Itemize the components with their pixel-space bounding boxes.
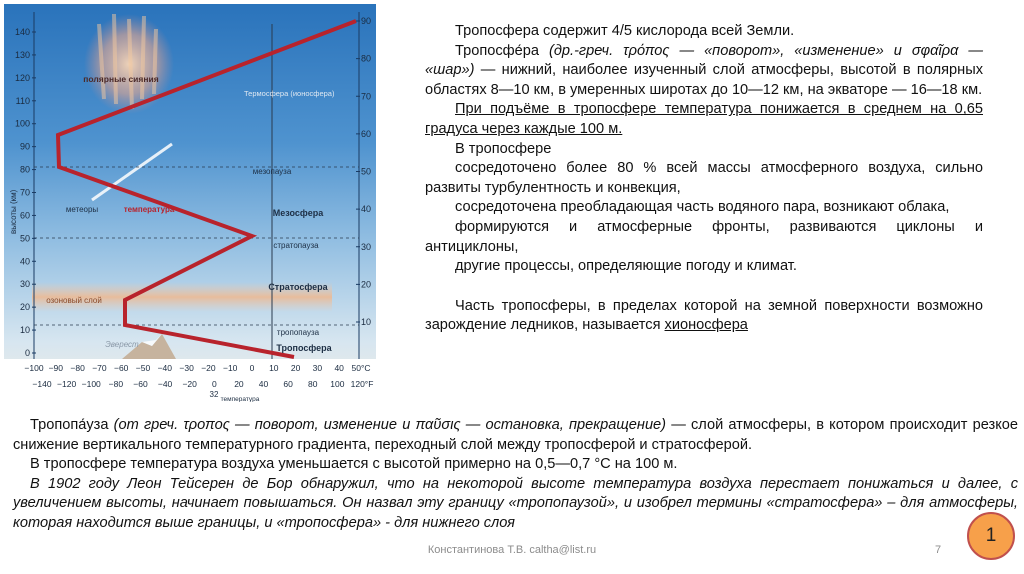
chionosphere-sentence bbox=[425, 297, 983, 336]
troposphere-etymology: (др.-греч. τρόπος — «поворот», «изменение» и σφαῖρα — «шар») bbox=[425, 42, 983, 79]
aurora-label: полярные сияния bbox=[83, 74, 159, 84]
bottom-axis-f-tick-label: 60 bbox=[283, 379, 293, 389]
left-axis-tick-label: 0 bbox=[24, 348, 30, 358]
ozone-label: озоновый слой bbox=[46, 296, 102, 305]
bottom-axis-c-tick-label: −60 bbox=[113, 363, 129, 373]
water-vapor-sentence: сосредоточена преобладающая часть водяного пара, возникают облака, bbox=[455, 199, 950, 216]
bottom-axis-f-tick-label: 80 bbox=[308, 379, 318, 389]
bottom-axis-c-tick-label: 50°C bbox=[351, 363, 371, 373]
tropopause-description: — слой атмосферы, в котором происходит резкое снижение вертикального температурного градиента, переходный слой между тропосферой и стратосферой. bbox=[13, 417, 1019, 453]
left-axis-tick-label: 80 bbox=[19, 164, 30, 175]
right-axis-tick-label: 90 bbox=[360, 16, 372, 26]
left-axis-tick-label: 100 bbox=[14, 118, 30, 129]
stratosphere-label: Стратосфера bbox=[268, 282, 328, 292]
chionosphere-link[interactable]: хионосфера bbox=[664, 317, 748, 334]
bottom-axis-c-tick-label: −90 bbox=[48, 363, 64, 373]
bottom-axis-f-tick-label: 120°F bbox=[350, 379, 374, 389]
atmosphere-diagram-svg bbox=[4, 4, 376, 402]
page-number: 7 bbox=[935, 544, 942, 556]
stratopause-label: стратопауза bbox=[273, 241, 319, 250]
bottom-axis-title: температура bbox=[220, 396, 260, 402]
atmosphere-diagram bbox=[4, 4, 376, 402]
bottom-axis-f-tick-label: −100 bbox=[81, 379, 101, 389]
fronts-sentence: формируются и атмосферные фронты, развиваются циклоны и антициклоны, bbox=[425, 218, 983, 255]
left-axis-tick-label: 130 bbox=[14, 49, 30, 60]
everest-label: Эверест bbox=[105, 340, 139, 349]
left-axis-tick-label: 120 bbox=[14, 72, 30, 83]
chionosphere-text: Часть тропосферы, в пределах которой на земной поверхности возможно зарождение ледников, называется bbox=[425, 297, 983, 334]
mesopause-label: мезопауза bbox=[252, 167, 292, 176]
left-axis-label: высоты (км) bbox=[9, 189, 18, 234]
footer-author: Константинова Т.В. caltha@list.ru bbox=[427, 544, 597, 556]
bottom-axis-c-tick-label: 0 bbox=[249, 363, 255, 373]
right-axis-tick-label: 60 bbox=[360, 128, 372, 139]
bottom-axis-c-tick-label: −80 bbox=[70, 363, 85, 373]
bottom-axis-f-tick-label: 20 bbox=[234, 379, 244, 389]
left-axis-tick-label: 90 bbox=[19, 141, 30, 152]
bottom-axis-f-tick-label: 100 bbox=[330, 379, 345, 389]
left-axis-tick-label: 50 bbox=[19, 233, 30, 244]
right-axis-tick-label: 40 bbox=[360, 204, 372, 215]
bottom-axis-f-tick-label: −20 bbox=[182, 379, 197, 389]
right-axis-tick-label: 20 bbox=[360, 279, 372, 290]
left-axis-tick-label: 140 bbox=[14, 27, 30, 37]
history-sentence: В 1902 году Леон Тейсерен де Бор обнаружил, что на некоторой высоте температура воздуха перестает понижаться и далее, с увеличением высоты, начинает повышаться. Он назвал эту границу «тропопаузой», и изобрел термины «стратосфера» – для атмосферы, которая находится выше границы, и «тропосфера» - для нижнего слоя bbox=[13, 475, 1018, 531]
bottom-axis-f-tick-label: −80 bbox=[108, 379, 124, 389]
thermosphere-label: Термосфера (ионосфера) bbox=[244, 89, 335, 98]
tropopause-etymology: (от греч. τροπος — поворот, изменение и παῦσις — остановка, прекращение) bbox=[108, 417, 667, 433]
bottom-axis-f-tick-label: −40 bbox=[157, 379, 173, 389]
left-axis-tick-label: 40 bbox=[19, 256, 30, 267]
bottom-axis-f-tick-label: −120 bbox=[57, 379, 77, 389]
bottom-axis-c-tick-label: −70 bbox=[92, 363, 107, 373]
troposphere-description: — нижний, наиболее изученный слой атмосферы, высотой в полярных областях 8—10 км, в умеренных широтах до 10—12 км, на экваторе — 16—18 км. bbox=[425, 62, 983, 98]
left-axis-tick-label: 10 bbox=[19, 325, 30, 336]
bottom-axis-c-tick-label: −10 bbox=[222, 363, 238, 373]
temperature-decrease-sentence: В тропосфере температура воздуха уменьшается с высотой примерно на 0,5—0,7 °С на 100 м. bbox=[30, 456, 678, 473]
aurora-glow bbox=[84, 14, 174, 114]
temperature-label: температура bbox=[123, 205, 175, 214]
bottom-axis-c-tick-label: −50 bbox=[135, 363, 151, 373]
left-axis-tick-label: 110 bbox=[15, 95, 30, 106]
freezing-label: 32 bbox=[209, 390, 219, 399]
mesosphere-label: Мезосфера bbox=[272, 208, 324, 218]
bottom-axis-c-tick-label: −40 bbox=[157, 363, 173, 373]
bottom-axis-f-tick-label: 40 bbox=[258, 379, 269, 389]
bottom-axis-c-tick-label: −30 bbox=[179, 363, 194, 373]
left-axis-tick-label: 70 bbox=[19, 187, 30, 198]
meteors-label: метеоры bbox=[65, 205, 99, 214]
tropopause-definition bbox=[13, 416, 1018, 455]
weather-sentence: другие процессы, определяющие погоду и климат. bbox=[455, 258, 797, 275]
bottom-text-block bbox=[13, 416, 1018, 534]
bottom-axis-c-tick-label: 30 bbox=[312, 363, 323, 373]
troposphere-label: Тропосфера bbox=[276, 343, 332, 353]
right-axis-tick-label: 30 bbox=[360, 241, 372, 252]
left-axis-tick-label: 20 bbox=[19, 302, 30, 313]
bottom-axis-f-tick-label: −140 bbox=[32, 379, 52, 389]
troposphere-definition bbox=[425, 42, 983, 101]
troposphere-term: Тропосфе́ра bbox=[455, 42, 539, 59]
right-axis-tick-label: 50 bbox=[360, 166, 372, 177]
left-axis-tick-label: 30 bbox=[19, 279, 30, 290]
bottom-axis-f-tick-label: −60 bbox=[133, 379, 148, 389]
oxygen-sentence: Тропосфера содержит 4/5 кислорода всей Земли. bbox=[455, 23, 795, 39]
bottom-axis-c-tick-label: −20 bbox=[201, 363, 216, 373]
lapse-rate-sentence: При подъёме в тропосфере температура понижается в среднем на 0,65 градуса через каждые 100 м. bbox=[425, 101, 983, 137]
tropopause-term: Тропопа́уза bbox=[30, 417, 109, 433]
mass-sentence: сосредоточено более 80 % всей массы атмосферного воздуха, сильно развиты турбулентность и конвекция, bbox=[425, 160, 983, 196]
bottom-axis-c-tick-label: 20 bbox=[290, 363, 301, 373]
tropopause-label: тропопауза bbox=[276, 328, 320, 337]
bottom-axis-c-tick-label: −100 bbox=[24, 363, 44, 373]
right-text-block bbox=[425, 22, 983, 336]
in-troposphere-heading: В тропосфере bbox=[455, 140, 552, 157]
left-axis-tick-label: 60 bbox=[19, 210, 30, 221]
right-axis-tick-label: 10 bbox=[360, 317, 372, 327]
bottom-axis-f-tick-label: 0 bbox=[211, 379, 217, 389]
bottom-axis-c-tick-label: 10 bbox=[269, 363, 279, 373]
right-axis-tick-label: 70 bbox=[360, 91, 372, 102]
right-axis-tick-label: 80 bbox=[360, 53, 372, 64]
slide-number-badge: 1 bbox=[967, 512, 1015, 560]
bottom-axis-c-tick-label: 40 bbox=[334, 363, 344, 373]
